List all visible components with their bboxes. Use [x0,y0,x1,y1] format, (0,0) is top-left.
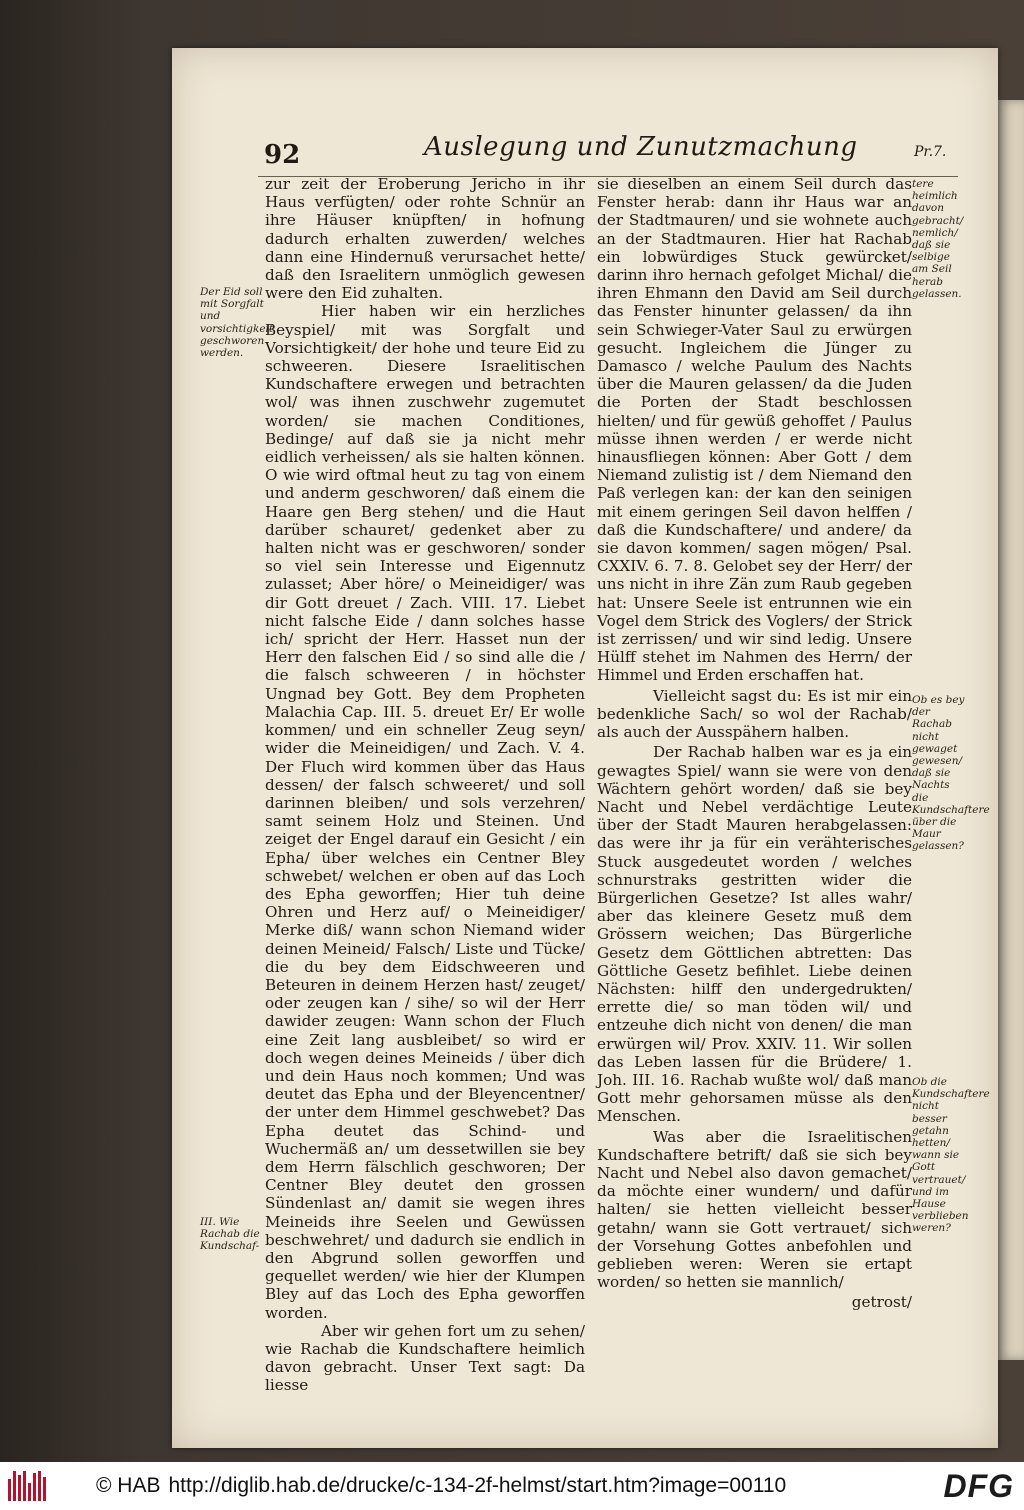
margin-note-right-2: Ob es bey der Rachab nicht gewaget gewesen/ daß sie Nachts die Kundschaftere über die Maur gelassen? [912,694,990,853]
left-paragraph-3: Aber wir gehen fort um zu sehen/ wie Rachab die Kundschaftere heimlich davon gebracht. Unser Text sagt: Da liesse [265,1321,585,1395]
right-paragraph-2: Vielleicht sagst du: Es ist mir ein bedenkliche Sach/ so wol der Rachab/ als auch der Ausspähern halben. [597,686,912,742]
dfg-logo-icon[interactable]: DFG [943,1468,1014,1504]
hab-logo-icon[interactable] [8,1471,48,1501]
margin-note-right-1: tere heimlich davon gebracht/ nemlich/ daß sie selbige am Seil herab gelassen. [912,178,964,300]
running-head: Auslegung und Zunutzmachung [424,132,858,162]
book-page [172,48,998,1448]
right-paragraph-3: Der Rachab halben war es ja ein gewagtes Spiel/ wann sie were von den Wächtern gehört worden/ daß sie bey Nacht und Nebel verdächtige Leute über der Stadt Mauren herabgelassen: das were ihr ja für ein verähterisches Stuck ausgedeutet worden / welches schnurstraks gestritten wider die Bürgerlichen Gesetze? Ist alles wahr/ aber das kleinere Gesetz muß dem Grössern weichen; Das Bürgerliche Gesetz dem Göttlichen abtretten: Das Göttliche Gesetz befihlet. Liebe deinen Nächsten: hilff den undergedrukten/ errette die/ so man töden wil/ und entzeuhe dich nicht von denen/ die man erwürgen wil/ Prov. XXIV. 11. Wir sollen das Leben lassen für die Brüdere/ 1. Joh. III. 16. Rachab wußte wol/ daß man Gott mehr gehorsamen müsse als den Menschen. [597,743,912,1126]
left-paragraph-1: zur zeit der Eroberung Jericho in ihr Haus verfügten/ oder rohte Schnür an ihre Häuser knüpften/ in hofnung dadurch erhalten zuwerden/ welches dann eine Hindernuß verursachet hette/ daß den Israelitern unmöglich gewesen were den Eid zuhalten. [265,175,585,303]
margin-note-left-2: III. Wie Rachab die Kundschaf- [200,1216,260,1253]
left-text-column [265,175,585,1395]
right-text-column [597,175,912,1312]
left-paragraph-2: Hier haben wir ein herzliches Beyspiel/ mit was Sorgfalt und Vorsichtigkeit/ der hohe und teure Eid zu schweeren. Diesere Israelitischen Kundschaftere erwegen und betrachten wol/ was ihnen zuschwehr zugemutet worden/ sie machen Conditiones, Bedinge/ auf daß sie ja nicht mehr eidlich verheissen/ als sie halten können. O wie wird oftmal heut zu tag von einem und anderm geschworen/ daß einem die Haare gen Berg stehen/ und die Haut darüber schauret/ gedenket aber zu halten nicht was er geschworen/ sonder so viel sein Interesse und Eigennutz zulasset; Aber höre/ o Meineidiger/ was dir Gott dreuet / Zach. VIII. 17. Liebet nicht falsche Eide / dann solches hasse ich/ spricht der Herr. Hasset nun der Herr den falschen Eid / so sind alle die / die falsch schweeren / in höchster Ungnad bey Gott. Bey dem Propheten Malachia Cap. III. 5. dreuet Er/ Er wolle kommen/ und ein schneller Zeug seyn/ wider die Meineidigen/ und Zach. V. 4. Der Fluch wird kommen über das Haus dessen/ der falsch schweeret/ und soll darinnen bleiben/ und sols verzehren/ samt seinem Holz und Steinen. Und zeiget der Engel darauf ein Gesicht / ein Epha/ über welches ein Centner Bley schwebet/ welchen er oben auf das Loch des Epha geworffen; Hier tuh deine Ohren und Herz auf/ o Meineidiger/ Merke diß/ wann schon Niemand wider deinen Meineid/ Falsch/ Liste und Tücke/ die du bey dem Eidschweeren und Beteuren in deinem Herzen hast/ zeuget/ oder zeugen kan / sihe/ so wil der Herr dawider zeugen: Wann schon der Fluch eine Zeit lang ausbleibet/ so wird er doch wegen deines Meineids / über dich und dein Haus noch kommen; Und was deutet das Epha und der Bleyencentner/ der unter dem Himmel geschwebet? Das Epha deutet das Schind- und Wuchermäß an/ um dessetwillen sie bey dem Herrn fälschlich geschworen; Der Centner Bley deutet den grossen Sündenlast an/ damit sie wegen ihres Meineids ihre Seelen und Gewüssen beschwehret/ und dadurch sie endlich in den Abgrund sollen geworffen und gequellet werden/ wie hier der Klumpen Bley auf das Loch des Epha geworffen worden. [265,302,585,1322]
margin-note-right-3: Ob die Kundschaftere nicht besser getahn hetten/ wann sie Gott vertrauet/ und im Hause verblieben weren? [912,1076,990,1235]
viewer-footer [0,1462,1024,1510]
catchword-top: Pr.7. [914,144,947,160]
right-paragraph-4: Was aber die Israelitischen Kundschaftere betrift/ daß sie sich bey Nacht und Nebel also davon gemachet/ da möchte einer wundern/ und dafür halten/ sie hetten vielleicht besser getahn/ wann sie Gott vertrauet/ sich der Vorsehung Gottes anbefohlen und geblieben weren: Weren sie ertapt worden/ so hetten sie mannlich/ [597,1127,912,1292]
footer-url-link[interactable]: http://diglib.hab.de/drucke/c-134-2f-helmst/start.htm?image=00110 [168,1474,787,1497]
footer-copyright: © HAB [96,1474,161,1497]
right-column-catchword: getrost/ [851,1293,912,1312]
page-number: 92 [264,140,301,170]
next-page-edge [998,100,1024,1360]
margin-note-left-1: Der Eid soll mit Sorgfalt und vorsichtigkeit geschworen werden. [200,286,274,360]
right-paragraph-1: sie dieselben an einem Seil durch das Fenster herab: dann ihr Haus war an der Stadtmauren/ und sie wohnete auch an der Stadtmauren. Hier hat Rachab ein lobwürdiges Stuck gewürcket/ darinn ihro hernach gefolget Michal/ die ihren Ehmann den David am Seil durch das Fenster hinunter gelassen/ da ihn sein Schwieger-Vater Saul zu erwürgen gesucht. Ingleichem die Jünger zu Damasco / welche Paulum des Nachts über die Mauren gelassen/ da die Juden die Porten der Stadt beschlossen hielten/ und für gewüß gehoffet / Paulus müsse ihnen werden / er werde nicht hinausfliegen können: Aber Gott / dem Niemand zulistig ist / dem Niemand den Paß verlegen kan: der kan den seinigen mit einem geringen Seil davon helffen / daß die Kundschaftere/ und andere/ da sie davon kommen/ sagen mögen/ Psal. CXXIV. 6. 7. 8. Gelobet sey der Herr/ der uns nicht in ihre Zän zum Raub gegeben hat: Unsere Seele ist entrunnen wie ein Vogel dem Strick des Voglers/ der Strick ist zerrissen/ und wir sind ledig. Unsere Hülff stehet im Nahmen des Herrn/ der Himmel und Erden erschaffen hat. [597,175,912,685]
